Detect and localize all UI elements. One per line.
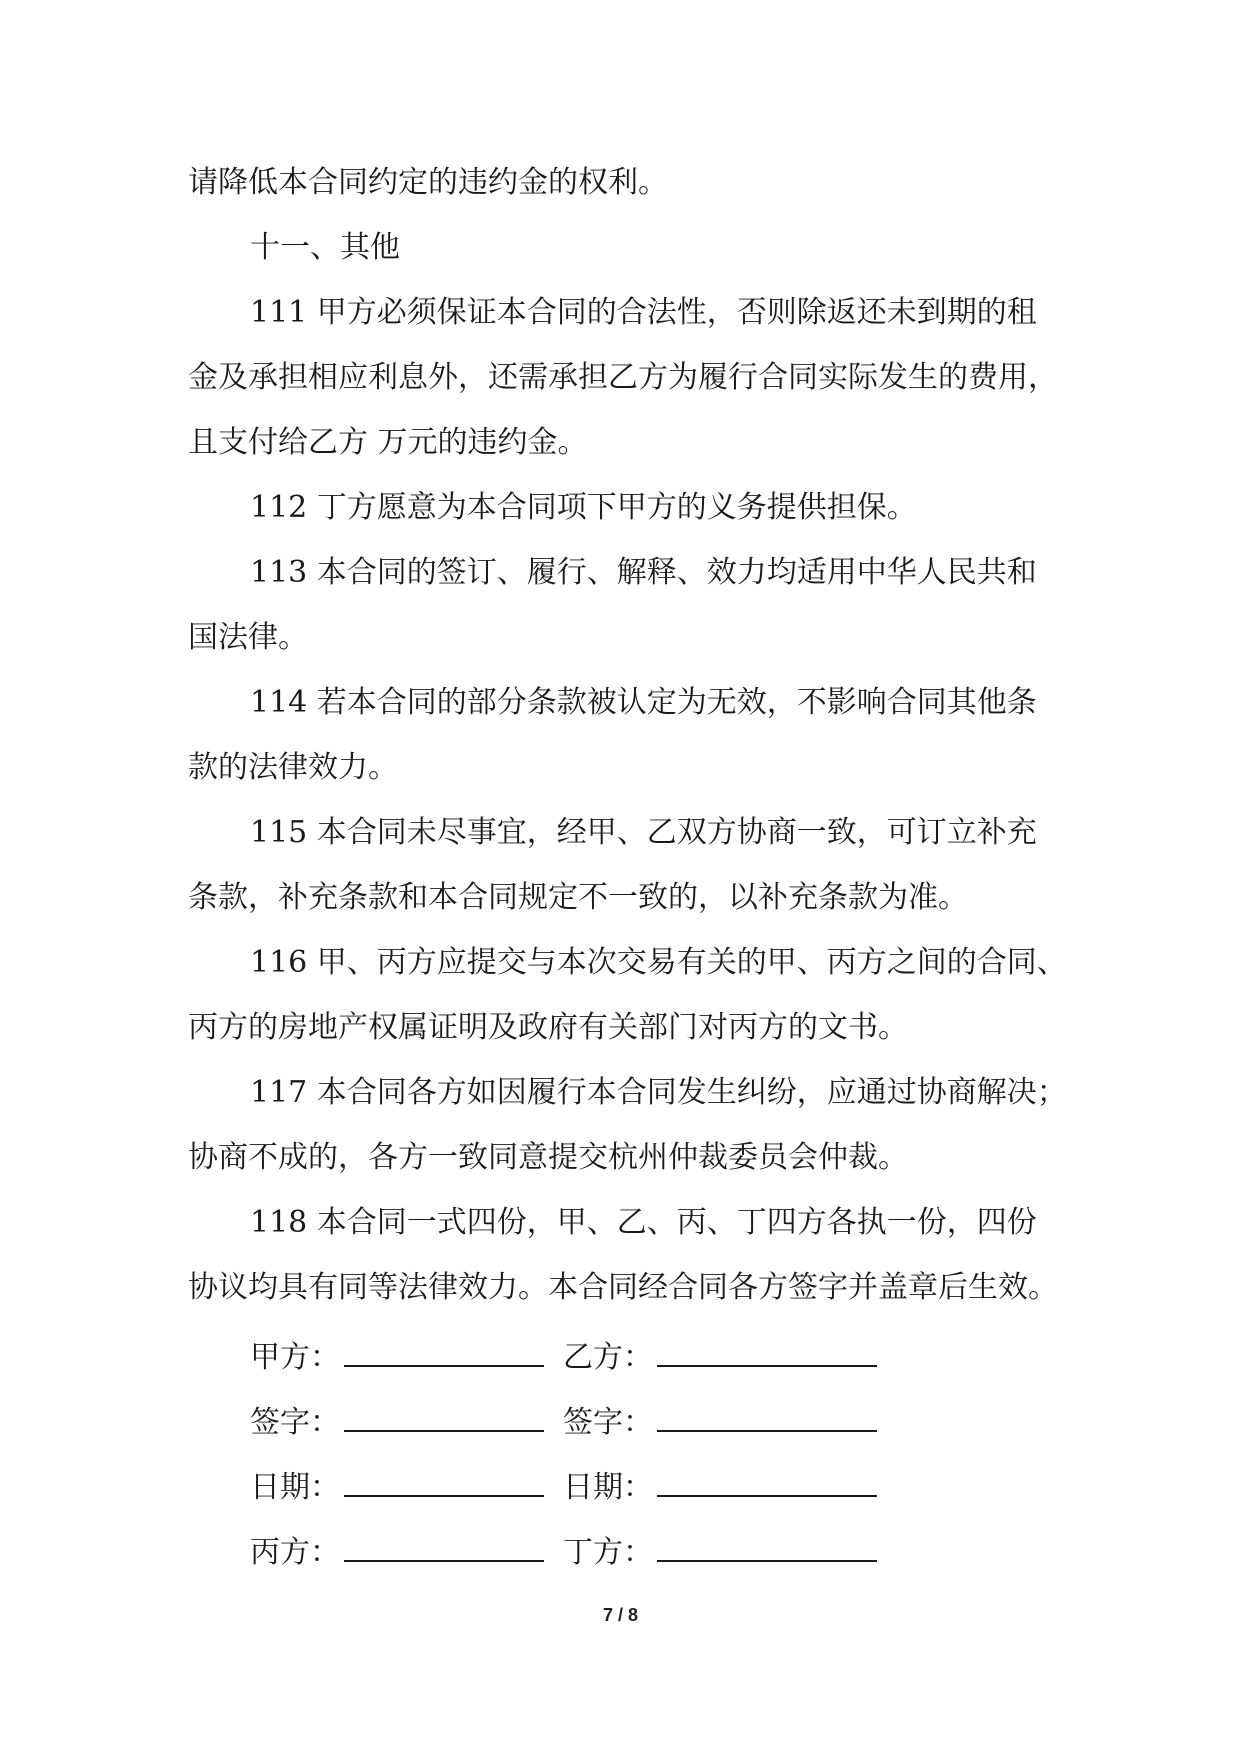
clause-116-line: 116 甲、丙方应提交与本次交易有关的甲、丙方之间的合同、 xyxy=(250,945,1067,980)
clause-111-line: 金及承担相应利息外，还需承担乙方为履行合同实际发生的费用， xyxy=(188,360,1058,395)
clause-117-line: 协商不成的，各方一致同意提交杭州仲裁委员会仲裁。 xyxy=(188,1140,908,1175)
signature-row xyxy=(250,1520,1010,1585)
section-heading: 十一、其他 xyxy=(250,230,400,265)
paragraph-line: 请降低本合同约定的违约金的权利。 xyxy=(188,165,668,200)
signature-blank xyxy=(344,1540,544,1562)
signature-blank xyxy=(344,1345,544,1367)
signature-blank xyxy=(344,1410,544,1432)
page-number: 7 / 8 xyxy=(602,1605,639,1625)
signature-field-party-a xyxy=(250,1325,544,1390)
signature-field-party-b xyxy=(563,1325,877,1390)
signature-row xyxy=(250,1390,1010,1455)
clause-118-line: 118 本合同一式四份，甲、乙、丙、丁四方各执一份，四份 xyxy=(250,1205,1037,1240)
signature-field-sign-right xyxy=(563,1390,877,1455)
clause-112-line: 112 丁方愿意为本合同项下甲方的义务提供担保。 xyxy=(250,490,917,525)
clause-113-line: 国法律。 xyxy=(188,620,308,655)
signature-block xyxy=(250,1325,1010,1585)
clause-115-line: 115 本合同未尽事宜，经甲、乙双方协商一致，可订立补充 xyxy=(250,815,1037,850)
signature-label: 签字： xyxy=(563,1405,653,1440)
signature-label: 日期： xyxy=(563,1470,653,1505)
signature-label: 签字： xyxy=(250,1405,340,1440)
clause-114-line: 款的法律效力。 xyxy=(188,750,398,785)
clause-118-line: 协议均具有同等法律效力。本合同经合同各方签字并盖章后生效。 xyxy=(188,1270,1058,1305)
signature-label: 乙方： xyxy=(563,1340,653,1375)
signature-blank xyxy=(344,1475,544,1497)
signature-blank xyxy=(657,1540,877,1562)
clause-111-line: 且支付给乙方 万元的违约金。 xyxy=(188,425,588,460)
signature-label: 甲方： xyxy=(250,1340,340,1375)
signature-label: 日期： xyxy=(250,1470,340,1505)
clause-111-line: 111 甲方必须保证本合同的合法性，否则除返还未到期的租 xyxy=(250,295,1037,330)
signature-field-sign-left xyxy=(250,1390,544,1455)
signature-field-party-c xyxy=(250,1520,544,1585)
signature-field-party-d xyxy=(563,1520,877,1585)
signature-blank xyxy=(657,1475,877,1497)
signature-row xyxy=(250,1325,1010,1390)
signature-row xyxy=(250,1455,1010,1520)
clause-116-line: 丙方的房地产权属证明及政府有关部门对丙方的文书。 xyxy=(188,1010,908,1045)
clause-114-line: 114 若本合同的部分条款被认定为无效，不影响合同其他条 xyxy=(250,685,1037,720)
signature-label: 丁方： xyxy=(563,1535,653,1570)
signature-blank xyxy=(657,1410,877,1432)
signature-label: 丙方： xyxy=(250,1535,340,1570)
document-body xyxy=(188,150,1068,1320)
signature-field-date-right xyxy=(563,1455,877,1520)
signature-field-date-left xyxy=(250,1455,544,1520)
clause-117-line: 117 本合同各方如因履行本合同发生纠纷，应通过协商解决； xyxy=(250,1075,1067,1110)
clause-113-line: 113 本合同的签订、履行、解释、效力均适用中华人民共和 xyxy=(250,555,1037,590)
clause-115-line: 条款，补充条款和本合同规定不一致的，以补充条款为准。 xyxy=(188,880,968,915)
signature-blank xyxy=(657,1345,877,1367)
